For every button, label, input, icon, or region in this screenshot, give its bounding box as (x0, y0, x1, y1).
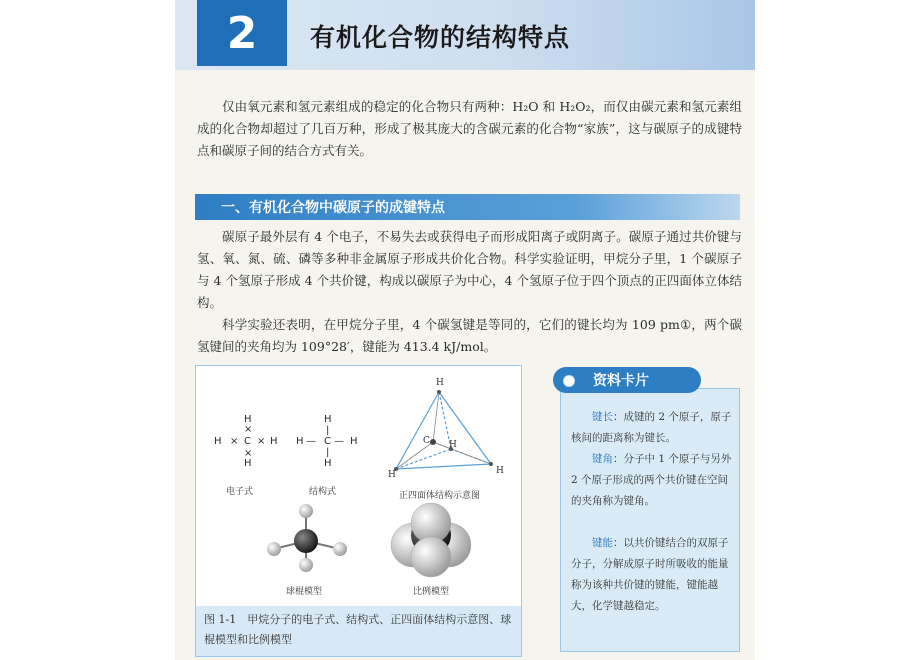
intro-paragraph: 仅由氧元素和氢元素组成的稳定的化合物只有两种：H₂O 和 H₂O₂，而仅由碳元素和氢元素组成的化合物却超过了几百万种，形成了极其庞大的含碳元素的化合物“家族”，这与碳原子的成键特点和碳原子间的结合方式有关。 (197, 99, 742, 158)
bullet-icon (563, 375, 575, 387)
chapter-number: 2 (197, 0, 287, 66)
info-card-title: 资料卡片 (593, 373, 649, 389)
electron-formula: H × H × C × H × H (214, 414, 278, 469)
structural-formula: H | H — C — H | H (296, 414, 358, 469)
card-text: ：以共价键结合的双原子分子，分解成原子时所吸收的能量称为该种共价键的键能，键能越大，化学键越稳定。 (571, 537, 729, 612)
tetra-atom-label: H (449, 440, 457, 450)
tetrahedron-label: 正四面体结构示意图 (399, 491, 481, 501)
section-title: 一、有机化合物中碳原子的成键特点 (221, 200, 445, 216)
card-term: 键角 (592, 453, 613, 465)
card-item (571, 533, 733, 617)
tetra-atom-label: C (423, 436, 430, 446)
tetra-atom-label: H (436, 378, 444, 388)
section-header (195, 194, 740, 220)
info-card (560, 388, 740, 652)
card-term: 键长 (592, 411, 613, 423)
methane-figure (195, 365, 522, 657)
figure-caption: 图 1-1 甲烷分子的电子式、结构式、正四面体结构示意图、球棍模型和比例模型 (204, 613, 512, 646)
card-text: ：分子中 1 个原子与另外 2 个原子形成的两个共价键在空间的夹角称为键角。 (571, 453, 732, 507)
space-filling-model (381, 501, 481, 581)
textbook-page (175, 0, 755, 660)
tetra-atom-label: H (388, 470, 396, 480)
card-text: ：成键的 2 个原子，原子核间的距离称为键长。 (571, 411, 732, 444)
card-term: 键能 (592, 537, 613, 549)
card-item (571, 407, 733, 449)
info-card-header (553, 367, 701, 393)
structural-formula-label: 结构式 (309, 487, 337, 497)
space-filling-label: 比例模型 (413, 587, 450, 597)
chapter-banner (175, 0, 755, 70)
card-item (571, 449, 733, 512)
electron-formula-label: 电子式 (226, 487, 254, 497)
figure-caption-bar (196, 606, 521, 656)
tetra-atom-label: H (496, 466, 504, 476)
ball-stick-label: 球棍模型 (286, 587, 323, 597)
body-paragraph: 碳原子最外层有 4 个电子，不易失去或获得电子而形成阳离子或阴离子。碳原子通过共价键与氢、氧、氮、硫、磷等多种非金属原子形成共价化合物。科学实验证明，甲烷分子里，1 个碳原子与 4 个氢原子形成 4 个共价键，构成以碳原子为中心，4 个氢原子位于四个顶点的正四面体立体结构。 (197, 229, 742, 310)
chapter-title: 有机化合物的结构特点 (310, 23, 571, 52)
body-paragraph: 科学实验还表明，在甲烷分子里，4 个碳氢键是等同的，它们的键长均为 109 pm①，两个碳氢键间的夹角均为 109°28′，键能为 413.4 kJ/mol。 (197, 317, 742, 354)
ball-stick-model (256, 501, 356, 581)
